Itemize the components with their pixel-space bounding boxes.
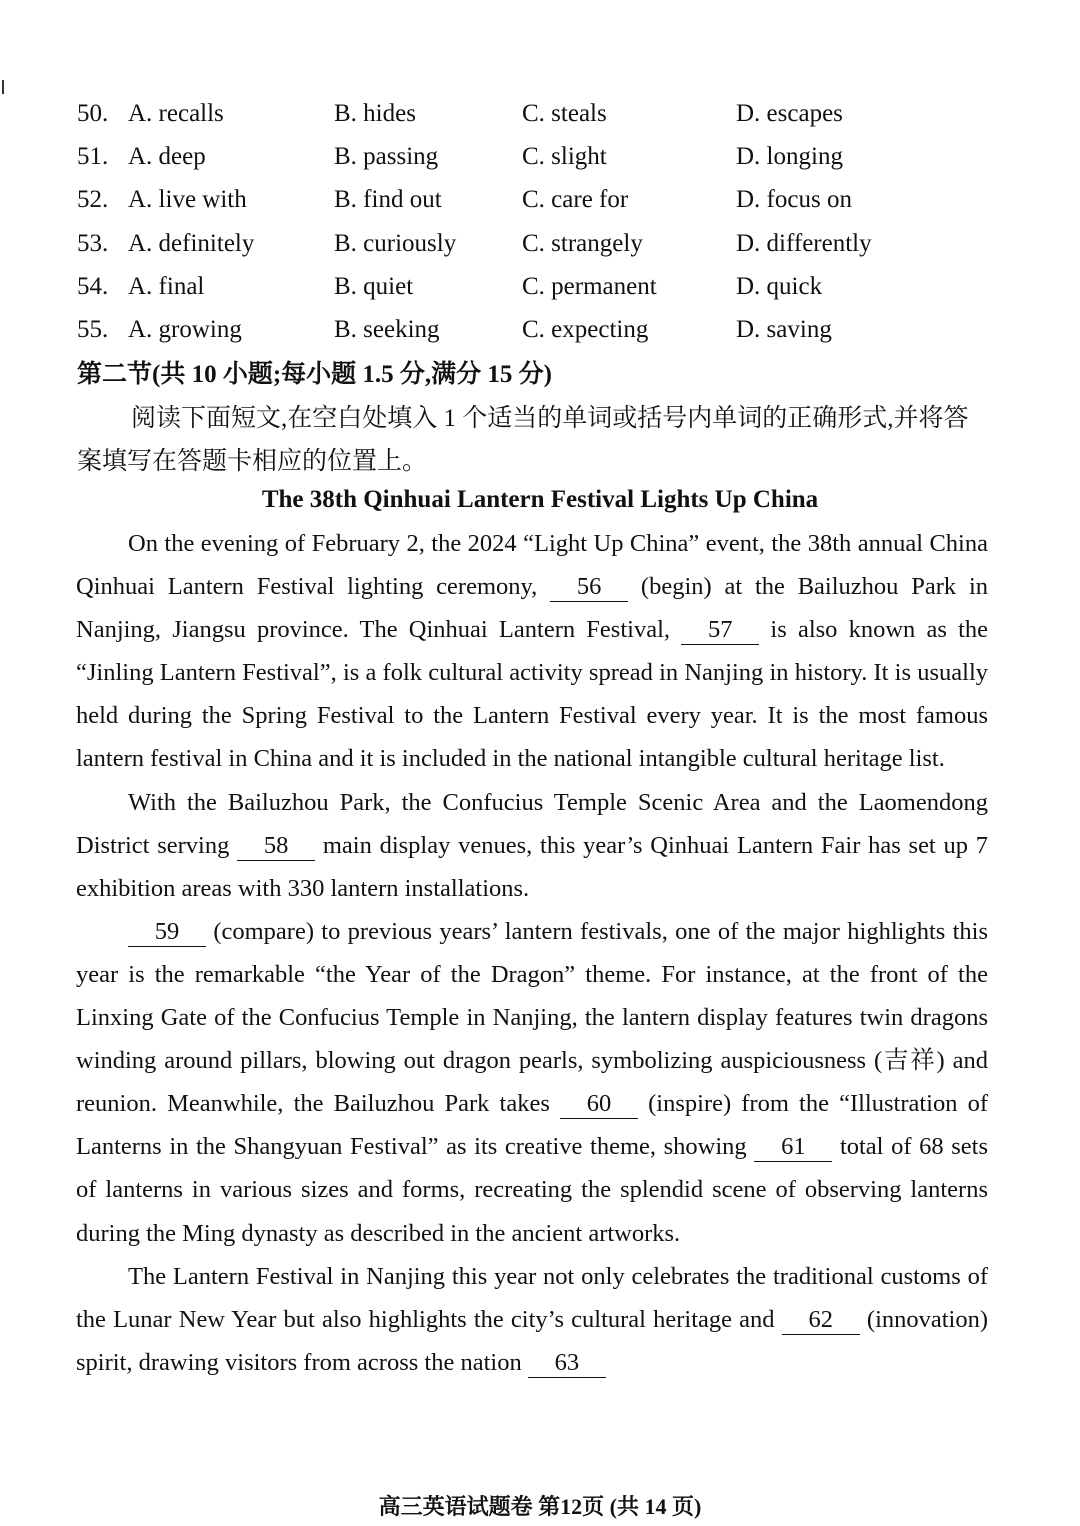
paragraph-2	[76, 781, 988, 910]
text-span: (compare) to previous years’ lantern festivals, one of the major highlights this year is the remarkable “the Year of the Dragon” theme. For instance, at the front of the Linxing Gate of the Confucius Temple in Nanjing, the lantern display features twin dragons winding around pillars, blowing out dragon pearls, symbolizing auspiciousness (吉祥) and reunion. Meanwhile, the Bailuzhou Park takes	[76, 917, 989, 1118]
option-a: A. growing	[128, 315, 242, 343]
option-a: A. live with	[128, 186, 247, 214]
blank-58: 58	[237, 832, 315, 861]
blank-59: 59	[128, 918, 206, 947]
passage-body	[76, 522, 988, 1384]
option-a: A. deep	[128, 143, 206, 171]
option-b: B. quiet	[334, 272, 414, 300]
option-b: B. seeking	[334, 315, 440, 343]
option-row-55	[0, 308, 1080, 351]
blank-57: 57	[681, 616, 759, 645]
option-row-54	[0, 265, 1080, 308]
option-c: C. permanent	[522, 272, 657, 300]
blank-56: 56	[550, 573, 628, 602]
text-span: (begin) at the Bailuzhou Park in Nanjing, Jiangsu province. The Qinhuai Lantern Festival,	[76, 573, 989, 644]
option-row-53	[0, 222, 1080, 265]
option-d: D. escapes	[736, 100, 843, 127]
question-number: 51.	[77, 143, 109, 171]
option-c: C. expecting	[522, 315, 649, 343]
paragraph-4	[76, 1255, 988, 1384]
blank-60: 60	[560, 1090, 638, 1119]
passage-title: The 38th Qinhuai Lantern Festival Lights Up China	[261, 486, 819, 513]
option-row-51	[0, 135, 1080, 178]
section-instruction: 阅读下面短文,在空白处填入 1 个适当的单词或括号内单词的正确形式,并将答案填写在答题卡相应的位置上。	[77, 405, 969, 475]
option-b: B. hides	[334, 100, 416, 127]
text-span: The Lantern Festival in Nanjing this year not only celebrates the traditional customs of the Lunar New Year but also highlights the city’s cultural heritage and	[76, 1262, 988, 1333]
option-a: A. final	[128, 272, 205, 300]
option-b: B. curiously	[334, 229, 457, 257]
question-number: 53.	[77, 229, 109, 257]
option-a: A. definitely	[128, 229, 255, 257]
option-b: B. find out	[334, 186, 442, 214]
option-c: C. steals	[522, 100, 607, 127]
option-c: C. strangely	[522, 229, 643, 257]
options-list	[0, 92, 1080, 351]
page-footer: 高三英语试题卷 第12页 (共 14 页)	[378, 1494, 702, 1519]
option-row-52	[0, 178, 1080, 221]
question-number: 52.	[77, 186, 109, 214]
text-span: On the evening of February 2, the 2024 “Light Up China” event, the 38th annual China Qinhuai Lantern Festival lighting ceremony,	[76, 530, 988, 601]
option-d: D. focus on	[736, 186, 852, 214]
paragraph-3	[76, 910, 988, 1255]
option-a: A. recalls	[128, 100, 224, 127]
text-span: (inspire) from the “Illustration of Lanterns in the Shangyuan Festival” as its creative theme, showing	[76, 1090, 989, 1161]
option-c: C. slight	[522, 143, 607, 171]
blank-62: 62	[782, 1306, 860, 1335]
question-number: 55.	[77, 315, 109, 343]
question-number: 54.	[77, 272, 109, 300]
option-row-50	[0, 92, 1080, 135]
blank-63: 63	[528, 1349, 606, 1378]
question-number: 50.	[77, 100, 109, 127]
option-d: D. longing	[736, 143, 843, 171]
option-d: D. differently	[736, 229, 872, 257]
text-span: With the Bailuzhou Park, the Confucius Temple Scenic Area and the Laomendong District serving	[76, 788, 988, 859]
option-d: D. quick	[736, 272, 823, 300]
option-d: D. saving	[736, 315, 832, 343]
text-span: main display venues, this year’s Qinhuai Lantern Fair has set up 7 exhibition areas with 330 lantern installations.	[76, 831, 988, 902]
text-span: (innovation) spirit, drawing visitors from across the nation	[76, 1305, 989, 1376]
text-span: total of 68 sets of lanterns in various sizes and forms, recreating the splendid scene of observing lanterns during the Ming dynasty as described in the ancient artworks.	[76, 1133, 988, 1247]
blank-61: 61	[754, 1133, 832, 1162]
section-title: 第二节(共 10 小题;每小题 1.5 分,满分 15 分)	[77, 361, 552, 388]
paragraph-1	[76, 522, 988, 781]
text-span: is also known as the “Jinling Lantern Festival”, is a folk cultural activity spread in Nanjing in history. It is usually held during the Spring Festival to the Lantern Festival every year. It is the most famous lantern festival in China and it is included in the national intangible cultural heritage list.	[76, 616, 989, 773]
option-b: B. passing	[334, 143, 439, 171]
option-c: C. care for	[522, 186, 629, 214]
